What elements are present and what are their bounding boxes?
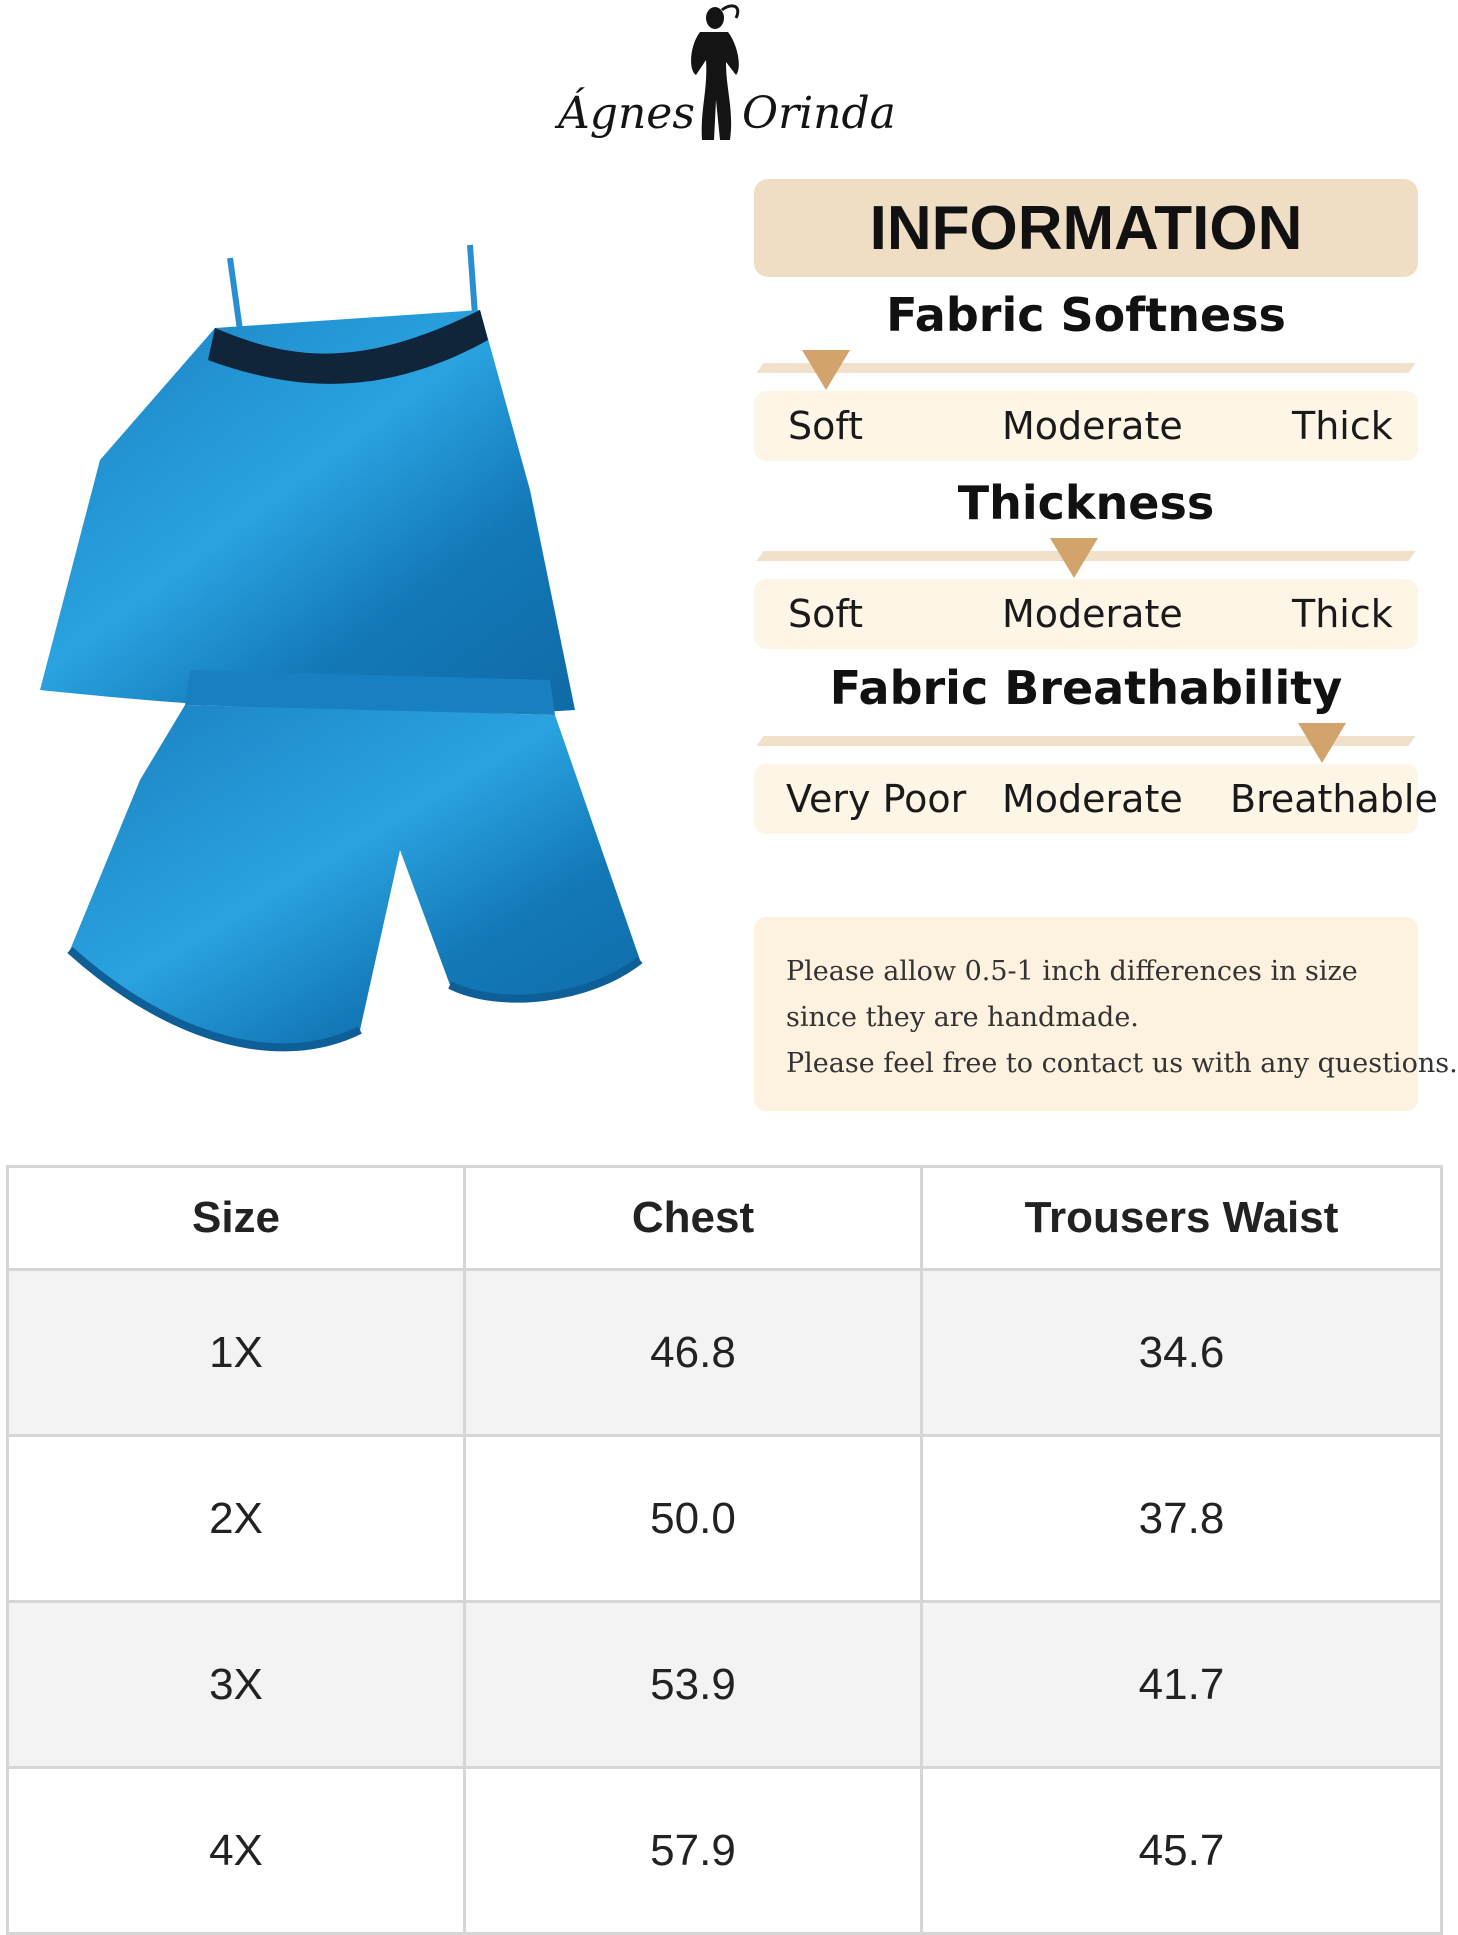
fabric-softness-scale — [756, 363, 1415, 373]
size-cell: 4X — [8, 1768, 465, 1934]
logo-wordmark-left: Ágnes — [558, 88, 695, 139]
thickness-labels — [754, 579, 1418, 649]
information-header — [754, 179, 1418, 277]
size-chart-table — [6, 1165, 1443, 1935]
logo-wordmark-right: Orinda — [742, 88, 896, 139]
size-note-line: Please allow 0.5-1 inch differences in size — [786, 956, 1358, 987]
camisole-top — [40, 245, 575, 714]
size-cell: 2X — [8, 1436, 465, 1602]
thickness-title: Thickness — [957, 476, 1215, 530]
fabric-breathability-label-breathable: Breathable — [1230, 777, 1438, 821]
fabric-softness-label-soft: Soft — [788, 404, 863, 448]
chest-cell: 57.9 — [465, 1768, 922, 1934]
fabric-breathability-marker-icon — [1298, 723, 1346, 763]
fabric-softness-marker-icon — [802, 350, 850, 390]
waist-cell: 45.7 — [922, 1768, 1442, 1934]
waist-cell: 41.7 — [922, 1602, 1442, 1768]
fabric-softness-title: Fabric Softness — [886, 288, 1286, 342]
size-note-line: Please feel free to contact us with any questions. — [786, 1048, 1458, 1079]
brand-logo — [550, 0, 896, 150]
fabric-breathability-labels — [754, 764, 1438, 834]
information-title: INFORMATION — [869, 193, 1303, 263]
logo-silhouette-icon — [691, 6, 739, 140]
fabric-breathability-title: Fabric Breathability — [829, 661, 1343, 715]
thickness-marker-icon — [1050, 538, 1098, 578]
chest-cell: 46.8 — [465, 1270, 922, 1436]
fabric-breathability-label-moderate: Moderate — [1002, 777, 1183, 821]
thickness-label-moderate: Moderate — [1002, 592, 1183, 636]
chest-cell: 53.9 — [465, 1602, 922, 1768]
fabric-softness-labels — [754, 391, 1418, 461]
fabric-breathability-label-very-poor: Very Poor — [786, 777, 967, 821]
column-header-chest: Chest — [465, 1167, 922, 1270]
size-cell: 3X — [8, 1602, 465, 1768]
size-note — [754, 917, 1458, 1111]
table-row — [8, 1602, 1442, 1768]
column-header-size: Size — [8, 1167, 465, 1270]
column-header-trousers-waist: Trousers Waist — [922, 1167, 1442, 1270]
table-row — [8, 1436, 1442, 1602]
size-cell: 1X — [8, 1270, 465, 1436]
waist-cell: 34.6 — [922, 1270, 1442, 1436]
table-row — [8, 1270, 1442, 1436]
table-header-row — [8, 1167, 1442, 1270]
table-row — [8, 1768, 1442, 1934]
chest-cell: 50.0 — [465, 1436, 922, 1602]
product-image — [30, 240, 710, 1100]
thickness-label-thick: Thick — [1292, 592, 1393, 636]
waist-cell: 37.8 — [922, 1436, 1442, 1602]
shorts — [70, 670, 640, 1047]
thickness-label-soft: Soft — [788, 592, 863, 636]
fabric-softness-label-thick: Thick — [1292, 404, 1393, 448]
size-note-line: since they are handmade. — [786, 1002, 1139, 1033]
fabric-softness-label-moderate: Moderate — [1002, 404, 1183, 448]
